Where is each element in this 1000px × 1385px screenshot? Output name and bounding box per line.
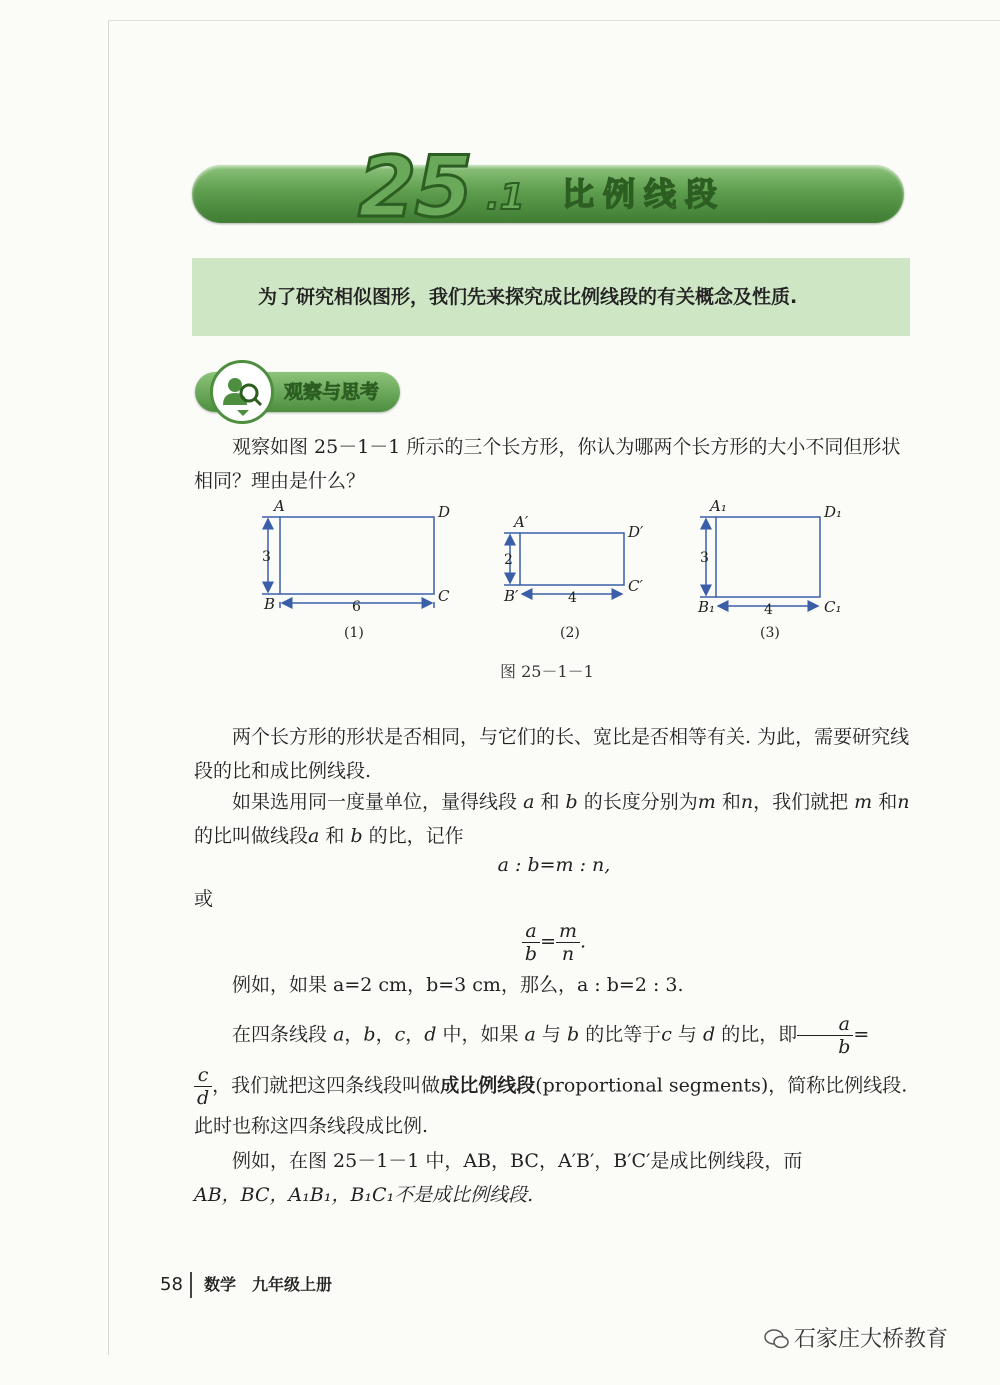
p3-text-g: 的比叫做线段 [194, 825, 309, 847]
rect-3 [716, 517, 820, 597]
p4-text-f: 的比，即 [721, 1023, 798, 1046]
label-C: C [438, 587, 450, 605]
question-paragraph: 观察如图 25－1－1 所示的三个长方形，你认为哪两个长方形的大小不同但形状相同？理由是什么？ [194, 436, 901, 492]
label-B1: B₁ [698, 598, 716, 616]
example-1: 例如，如果 a=2 cm，b=3 cm，那么，a : b=2 : 3. [232, 974, 684, 996]
paragraph-definition: 如果选用同一度量单位，量得线段 a 和 b 的长度分别为m 和n，我们就把 m 和n 的比叫做线段a 和 b 的比，记作 [194, 791, 910, 847]
rect-2-caption: (2) [560, 625, 580, 641]
height-label-2: 2 [504, 552, 513, 568]
footer-divider [190, 1272, 192, 1298]
page-edge [108, 20, 109, 1355]
p4-text-e: 与 [677, 1023, 697, 1046]
label-B: B [264, 595, 276, 613]
p3-text-c: 的长度分别为 [583, 791, 698, 813]
p4-text-c: 与 [541, 1023, 561, 1046]
example-2b: AB，BC，A₁B₁，B₁C₁不是成比例线段. [194, 1184, 534, 1206]
term-proportional-segments: 成比例线段 [440, 1074, 536, 1097]
rectangles-figure [240, 495, 880, 655]
p3-text-e: ，我们就把 [753, 791, 849, 813]
rect-1 [280, 517, 434, 594]
label-A-prime: A′ [514, 513, 529, 531]
paragraph-proportional: 在四条线段 a，b，c，d 中，如果 a 与 b 的比等于c 与 d 的比，即 $\frac{a}{b}$ = [232, 1013, 870, 1058]
rect-3-caption: (3) [760, 625, 780, 641]
label-C1: C₁ [824, 598, 842, 616]
or-text: 或 [194, 888, 214, 910]
figure-caption: 图 25－1－1 [500, 662, 594, 681]
title-banner [192, 165, 904, 223]
example-2a: 例如，在图 25－1－1 中，AB，BC，A′B′，B′C′是成比例线段，而 [232, 1150, 803, 1172]
width-label-2: 4 [568, 590, 577, 606]
section-title: 比例线段 [562, 175, 727, 213]
formula-ratio: a : b=m : n, [497, 854, 611, 876]
magnifier-person-icon [210, 360, 274, 424]
p4-text-d: 的比等于 [585, 1023, 662, 1046]
page-number: 58 [160, 1274, 183, 1295]
p3-text-i: 的比，记作 [368, 825, 464, 847]
watermark-text: 石家庄大桥教育 [794, 1327, 949, 1352]
label-B-prime: B′ [504, 587, 519, 605]
label-D-prime: D′ [628, 523, 644, 541]
section-sub-number: .1 [486, 177, 525, 218]
p3-text-f: 和 [878, 791, 898, 813]
footer-book-title: 数学 九年级上册 [204, 1275, 333, 1294]
observe-label: 观察与思考 [284, 381, 380, 403]
intro-text: 为了研究相似图形，我们先来探究成比例线段的有关概念及性质. [258, 286, 798, 308]
width-label-1: 6 [352, 599, 361, 615]
label-D: D [438, 503, 451, 521]
paragraph-ratio-intro: 两个长方形的形状是否相同，与它们的长、宽比是否相等有关. 为此，需要研究线段的比和成比例线段. [194, 726, 910, 782]
page-edge-top [108, 20, 1000, 21]
p3-text-d: 和 [721, 791, 741, 813]
rect-1-caption: (1) [344, 625, 364, 641]
height-label-1: 3 [262, 549, 271, 565]
section-number: 25 [358, 138, 471, 236]
p3-text-h: 和 [325, 825, 345, 847]
p5-text-a: ，我们就把这四条线段叫做 [212, 1074, 441, 1097]
p3-text-b: 和 [540, 791, 560, 813]
p4-text-a: 在四条线段 [232, 1023, 328, 1046]
height-label-3: 3 [700, 550, 709, 566]
label-D1: D₁ [824, 503, 843, 521]
label-A: A [274, 497, 285, 515]
paragraph-term: $\frac{c}{d}$ ，我们就把这四条线段叫做成比例线段(proportional segments)，简称比例线段. 此时也称这四条线段成比例. [194, 1064, 908, 1137]
p3-text-a: 如果选用同一度量单位，量得线段 [232, 791, 518, 813]
label-C-prime: C′ [628, 577, 643, 595]
p4-text-b: 中，如果 [442, 1023, 519, 1046]
width-label-3: 4 [764, 602, 773, 618]
rect-2 [520, 533, 624, 585]
wechat-icon [764, 1328, 790, 1350]
formula-fraction: $\frac{a}{b}$ = $\frac{m}{n}$ . [194, 920, 914, 965]
p5-text-b: (proportional segments)，简称比例线段. 此时也称这四条线段成比例. [194, 1074, 908, 1137]
label-A1: A₁ [710, 497, 727, 515]
